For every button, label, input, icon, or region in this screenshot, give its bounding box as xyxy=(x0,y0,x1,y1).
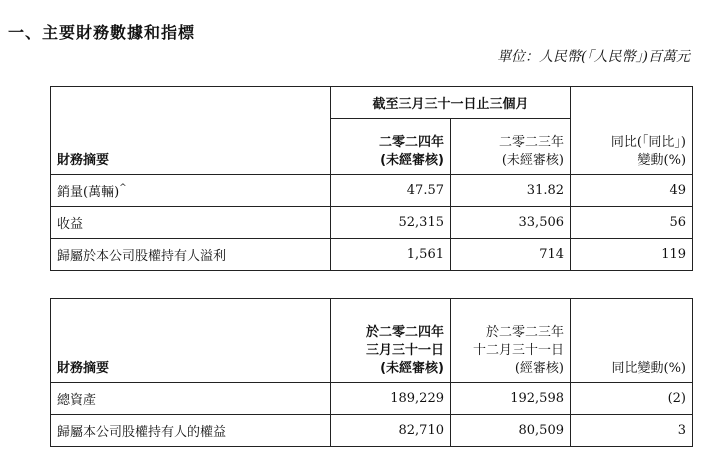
row-value-change: 119 xyxy=(571,239,693,271)
row-value-2023: 192,598 xyxy=(451,383,571,415)
unit-note: 單位：人民幣(「人民幣」)百萬元 xyxy=(497,49,690,65)
table2-col2-line3: (經審核) xyxy=(514,361,564,376)
table1-col2-header xyxy=(451,119,571,175)
financial-summary-table-balance xyxy=(50,298,693,447)
table1-col3-spacer xyxy=(571,87,693,119)
table-row xyxy=(51,175,693,207)
row-value-change: (2) xyxy=(571,383,693,415)
row-label: 歸屬於本公司股權持有人溢利 xyxy=(51,239,331,271)
table2-col1-line2: 三月三十一日 xyxy=(365,343,444,358)
row-value-change: 49 xyxy=(571,175,693,207)
table1-col2-line1: 二零二三年 xyxy=(499,135,565,150)
table2-desc-header: 財務摘要 xyxy=(51,299,331,383)
row-value-change: 56 xyxy=(571,207,693,239)
row-label: 總資產 xyxy=(51,383,331,415)
table1-col1-line2: (未經審核) xyxy=(380,153,444,168)
table2-col2-header xyxy=(451,299,571,383)
financial-summary-table-quarterly xyxy=(50,86,693,271)
row-value-2024: 47.57 xyxy=(331,175,451,207)
table1-col1-header xyxy=(331,119,451,175)
table2-col1-line1: 於二零二四年 xyxy=(365,325,444,340)
table-row xyxy=(51,415,693,447)
row-value-2024: 82,710 xyxy=(331,415,451,447)
table1-col2-line2: (未經審核) xyxy=(501,153,565,168)
table1-desc-header: 財務摘要 xyxy=(51,119,331,175)
table1-desc-spacer xyxy=(51,87,331,119)
table2-col1-header xyxy=(331,299,451,383)
table1-col1-line1: 二零二四年 xyxy=(378,135,444,150)
table1-col3-line2: 變動(%) xyxy=(637,153,687,168)
row-label: 歸屬本公司股權持有人的權益 xyxy=(51,415,331,447)
row-value-change: 3 xyxy=(571,415,693,447)
row-value-2023: 714 xyxy=(451,239,571,271)
table-row xyxy=(51,383,693,415)
row-value-2024: 52,315 xyxy=(331,207,451,239)
table2-col2-line1: 於二零二三年 xyxy=(485,325,564,340)
row-value-2024: 1,561 xyxy=(331,239,451,271)
row-value-2023: 33,506 xyxy=(451,207,571,239)
row-value-2023: 31.82 xyxy=(451,175,571,207)
row-label: 銷量(萬輛)^ xyxy=(51,175,331,207)
row-label: 收益 xyxy=(51,207,331,239)
table2-col2-line2: 十二月三十一日 xyxy=(472,343,564,358)
table2-col3-header: 同比變動(%) xyxy=(571,299,693,383)
section-title: 一、主要財務數據和指標 xyxy=(8,23,196,42)
table-row xyxy=(51,207,693,239)
table1-col3-line1: 同比(「同比」) xyxy=(610,135,687,150)
table1-col3-header xyxy=(571,119,693,175)
row-value-2023: 80,509 xyxy=(451,415,571,447)
table-row xyxy=(51,239,693,271)
table2-col1-line3: (未經審核) xyxy=(380,361,444,376)
table1-group-header: 截至三月三十一日止三個月 xyxy=(331,87,571,119)
row-value-2024: 189,229 xyxy=(331,383,451,415)
